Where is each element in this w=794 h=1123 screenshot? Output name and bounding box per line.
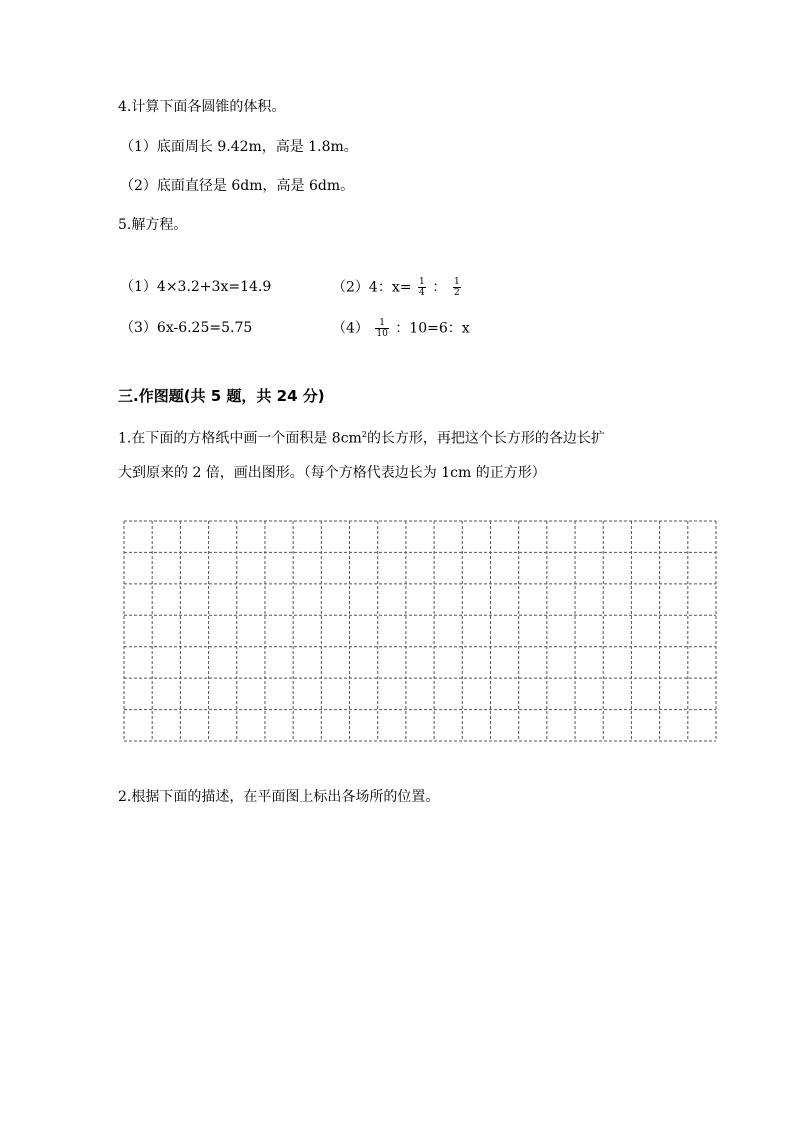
section-3-heading: 三.作图题(共 5 题，共 24 分) (118, 387, 325, 405)
fraction-one-quarter (418, 277, 426, 298)
q4-part-2: （2）底面直径是 6dm，高是 6dm。 (120, 178, 355, 194)
equation-4 (332, 318, 470, 339)
q5-title: 5.解方程。 (118, 217, 188, 233)
equation-2 (332, 277, 463, 298)
square-grid-paper[interactable] (123, 520, 717, 742)
equation-4-suffix: ：10=6：x (395, 320, 470, 337)
fraction-denominator: 10 (376, 329, 388, 339)
fraction-denominator: 2 (453, 288, 460, 298)
q4-title: 4.计算下面各圆锥的体积。 (118, 99, 286, 115)
fraction-one-tenth (375, 318, 388, 339)
fraction-numerator: 1 (379, 318, 385, 328)
drawing-q2-text: 2.根据下面的描述，在平面图上标出各场所的位置。 (118, 789, 440, 805)
drawing-q1-line-1 (118, 425, 605, 449)
equation-1: （1）4×3.2+3x=14.9 (120, 279, 272, 295)
drawing-q1-text-b: 的长方形，再把这个长方形的各边长扩 (366, 430, 605, 447)
equation-2-prefix: （2）4：x= (332, 279, 412, 296)
fraction-numerator: 1 (419, 277, 425, 287)
q4-part-1: （1）底面周长 9.42m，高是 1.8m。 (120, 139, 358, 155)
area-unit-exponent: 2 (361, 430, 367, 439)
drawing-q1-line-2: 大到原来的 2 倍，画出图形。（每个方格代表边长为 1cm 的正方形） (118, 465, 546, 481)
fraction-numerator: 1 (453, 277, 460, 287)
ratio-separator: ： (432, 279, 447, 296)
equation-4-prefix: （4） (332, 320, 369, 337)
fraction-one-half (453, 277, 461, 298)
drawing-q1-text-a: 1.在下面的方格纸中画一个面积是 8cm (118, 430, 362, 447)
equation-3: （3）6x-6.25=5.75 (120, 320, 253, 336)
fraction-denominator: 4 (419, 288, 425, 298)
